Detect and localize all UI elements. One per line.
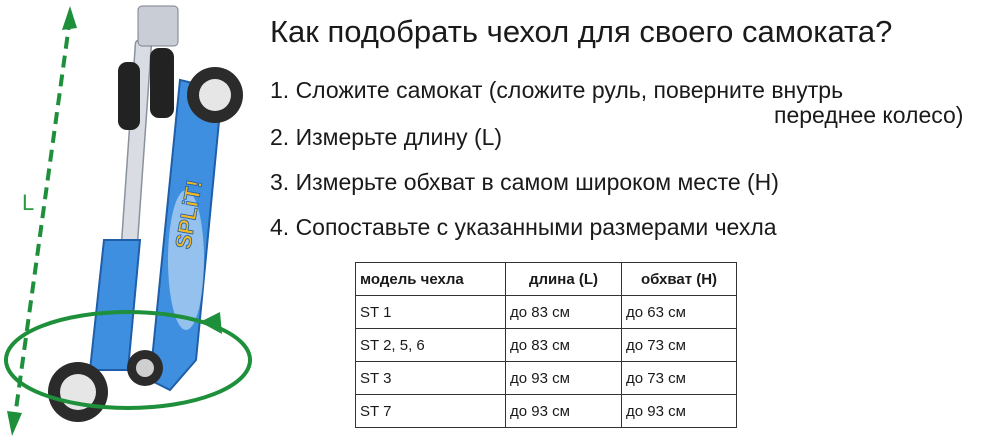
cell-girth: до 73 см [622, 362, 737, 395]
cell-model: ST 3 [356, 362, 506, 395]
length-label: L [22, 190, 35, 215]
cell-length: до 83 см [506, 329, 622, 362]
page-title: Как подобрать чехол для своего самоката? [270, 14, 893, 49]
scooter-illustration [0, 0, 255, 438]
table-row [356, 329, 737, 362]
brand-logo: SPLiT! [170, 177, 208, 251]
cell-length: до 93 см [506, 362, 622, 395]
cell-model: ST 2, 5, 6 [356, 329, 506, 362]
size-table [355, 262, 737, 428]
cell-girth: до 73 см [622, 329, 737, 362]
table-row [356, 296, 737, 329]
table-row [356, 395, 737, 428]
step-4: 4. Сопоставьте с указанными размерами чехла [270, 214, 777, 240]
cell-girth: до 93 см [622, 395, 737, 428]
header-girth: обхват (H) [622, 263, 737, 296]
header-length: длина (L) [506, 263, 622, 296]
step-1-continuation: переднее колесо) [774, 102, 964, 128]
cell-girth: до 63 см [622, 296, 737, 329]
scooter [48, 6, 243, 422]
cell-model: ST 1 [356, 296, 506, 329]
step-3: 3. Измерьте обхват в самом широком месте (H) [270, 169, 779, 195]
cell-length: до 83 см [506, 296, 622, 329]
cell-length: до 93 см [506, 395, 622, 428]
header-model: модель чехла [356, 263, 506, 296]
table-row [356, 362, 737, 395]
step-1: 1. Сложите самокат (сложите руль, поверните внутрь [270, 77, 844, 103]
step-2: 2. Измерьте длину (L) [270, 124, 503, 150]
table-header-row [356, 263, 737, 296]
cell-model: ST 7 [356, 395, 506, 428]
